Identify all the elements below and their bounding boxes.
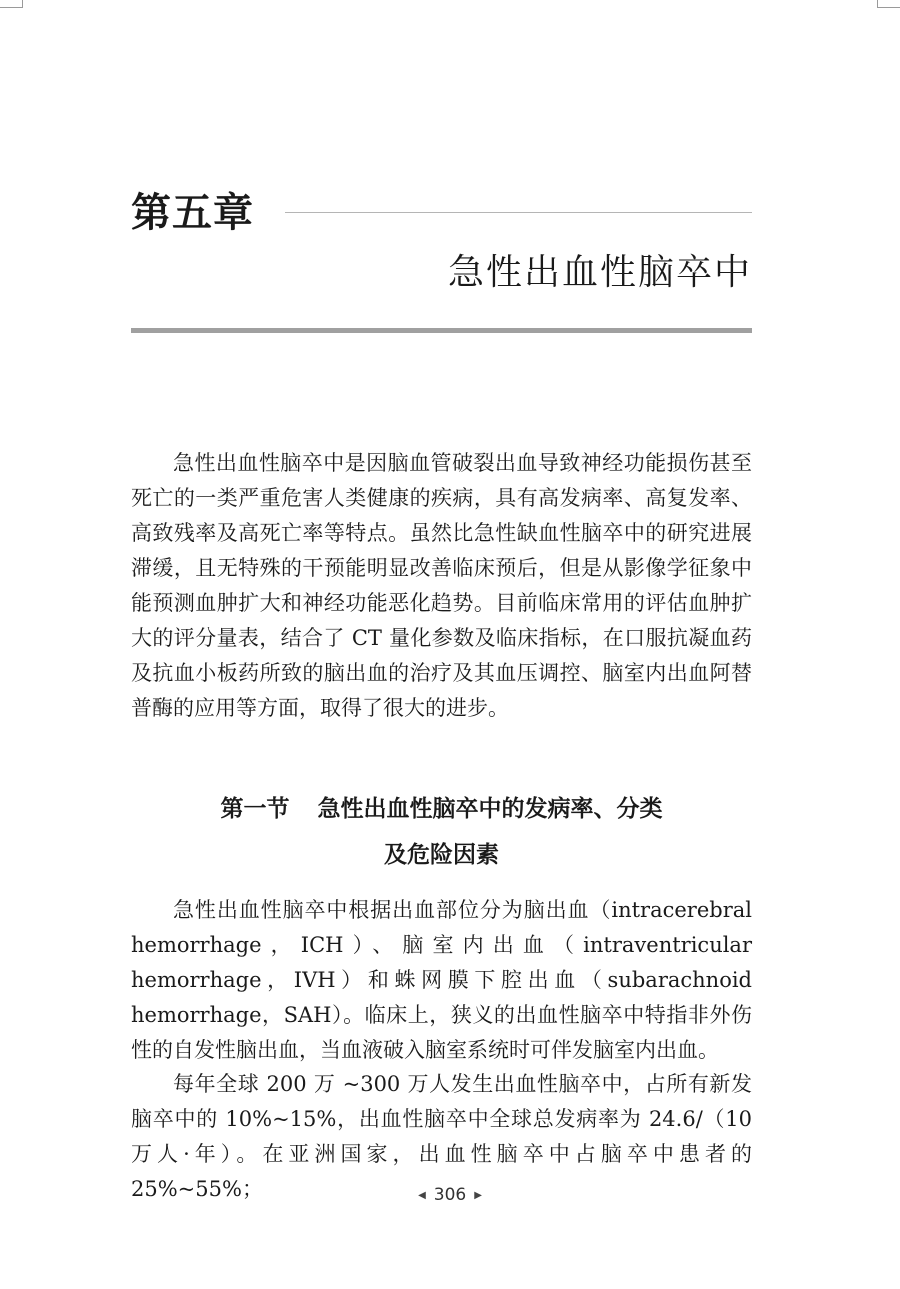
body-paragraph-2: 每年全球 200 万 ~300 万人发生出血性脑卒中，占所有新发脑卒中的 10%~15%，出血性脑卒中全球总发病率为 24.6/（10 万人·年）。在亚洲国家，出血性脑卒中占脑卒中患者的 25%~55%； [131,1072,752,1201]
section-number: 第一节 [220,795,290,822]
section-heading-line1 [131,786,752,832]
intro-paragraph: 急性出血性脑卒中是因脑血管破裂出血导致神经功能损伤甚至死亡的一类严重危害人类健康的疾病，具有高发病率、高复发率、高致残率及高死亡率等特点。虽然比急性缺血性脑卒中的研究进展滞缓，且无特殊的干预能明显改善临床预后，但是从影像学征象中能预测血肿扩大和神经功能恶化趋势。目前临床常用的评估血肿扩大的评分量表，结合了 CT 量化参数及临床指标，在口服抗凝血药及抗血小板药所致的脑出血的治疗及其血压调控、脑室内出血阿替普酶的应用等方面，取得了很大的进步。 [131,451,752,720]
chapter-thick-rule [131,328,752,333]
section-title-part1: 急性出血性脑卒中的发病率、分类 [317,795,663,822]
page-footer [0,1185,900,1205]
chapter-label: 第五章 [131,190,254,236]
body-paragraph-1: 急性出血性脑卒中根据出血部位分为脑出血（intracerebral hemorrhage，ICH）、脑室内出血（intraventricular hemorrhage，IVH）和蛛网膜下腔出血（subarachnoid hemorrhage，SAH）。临床上，狭义的出血性脑卒中特指非外伤性的自发性脑出血，当血液破入脑室系统时可伴发脑室内出血。 [131,898,752,1062]
triangle-left-icon: ◀ [418,1190,426,1201]
crop-mark-top-right-h [878,7,900,8]
section-heading [131,786,752,878]
chapter-thin-rule [285,212,752,213]
section-title-part2: 及危险因素 [384,841,499,868]
crop-mark-top-left-v [22,0,23,8]
crop-mark-top-left-h [0,7,22,8]
triangle-right-icon: ▶ [474,1190,482,1201]
page-number: 306 [433,1185,467,1205]
crop-mark-top-right-v [877,0,878,8]
chapter-title: 急性出血性脑卒中 [447,252,752,293]
